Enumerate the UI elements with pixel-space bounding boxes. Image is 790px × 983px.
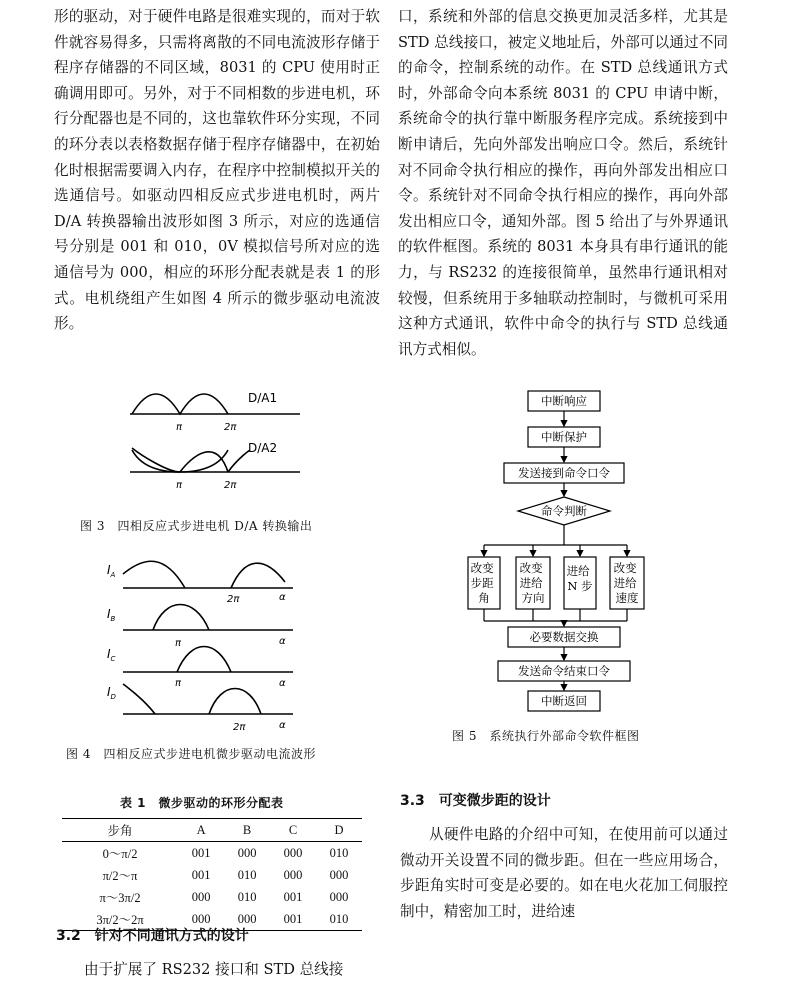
table1-header-row	[62, 819, 362, 842]
table-cell: 010	[316, 908, 362, 931]
right-column	[398, 4, 728, 362]
fig4-sub-b: B	[110, 615, 116, 623]
fig4-2pi-a: 2π	[227, 594, 240, 605]
table1-header: C	[270, 819, 316, 842]
right-paragraph: 口，系统和外部的信息交换更加灵活多样，尤其是 STD 总线接口，被定义地址后，外部可以通过不同的命令，控制系统的动作。在 STD 总线通讯方式时，外部命令向本系统 8031 的 CPU 申请中断，系统命令的执行靠中断服务程序完成。系统接到中断申请后，先向外部发出响应口令。然后，系统针对不同命令执行相应的操作，再向外部发出相应口令。系统针对不同命令执行相应的操作，再向外部发出相应口令，通知外部。图 5 给出了与外界通讯的软件框图。系统的 8031 本身具有串行通讯的能力，与 RS232 的连接很简单，虽然串行通讯相对较慢，但系统用于多轴联动控制时，与微机可采用这种方式通讯，软件中命令的执行与 STD 总线通讯方式相似。	[398, 8, 728, 358]
fig4-label-ia: I	[107, 563, 111, 577]
table-cell: 010	[237, 867, 257, 882]
fig4-sub-c: C	[110, 655, 116, 663]
svg-text:ID	[107, 685, 117, 701]
fig4-sub-d: D	[110, 693, 116, 701]
table1-header: B	[224, 819, 270, 842]
flow-line: 进给	[613, 576, 637, 590]
fig3-label-da1: D/A1	[248, 391, 278, 405]
fig4-pi-b: π	[175, 638, 182, 649]
flow-line: 进给	[566, 564, 590, 578]
flow-label-branch4	[614, 561, 641, 605]
left-bottom-text: 由于扩展了 RS232 接口和 STD 总线接	[84, 961, 344, 978]
flow-line: 改变	[470, 561, 494, 575]
flow-line: 步距	[470, 576, 494, 590]
table-row	[62, 864, 362, 886]
table1-title: 表 1 微步驱动的环形分配表	[120, 796, 284, 810]
flow-label-branch3	[567, 564, 594, 593]
right-bottom-text: 从硬件电路的介绍中可知，在使用前可以通过微动开关设置不同的微步距。但在一些应用场合，步距角实时可变是必要的。如在电火花加工伺服控制中，精密加工时，进给速	[400, 826, 728, 920]
svg-text:IC	[107, 647, 116, 663]
section-3-2-title: 3.2 针对不同通讯方式的设计	[56, 928, 249, 944]
table-cell: 001	[270, 908, 316, 931]
table-1	[62, 818, 362, 931]
fig3-caption: 图 3 四相反应式步进电机 D/A 转换输出	[80, 519, 313, 533]
table1-header: D	[316, 819, 362, 842]
table1-header: A	[178, 819, 224, 842]
fig4-2pi-d: 2π	[233, 722, 246, 732]
figure-3	[120, 380, 340, 500]
flow-label-send-receive-cmd: 发送接到命令口令	[518, 466, 610, 480]
table-cell: 000	[237, 845, 257, 860]
fig3-label-da2: D/A2	[248, 441, 278, 455]
flow-line: N 步	[567, 579, 593, 593]
fig3-pi-top: π	[176, 422, 183, 433]
fig5-caption: 图 5 系统执行外部命令软件框图	[452, 729, 640, 743]
svg-text:IA	[107, 563, 116, 579]
section-3-3-title: 3.3 可变微步距的设计	[400, 793, 551, 809]
table-cell: 000	[178, 908, 224, 931]
figure-4	[105, 552, 355, 732]
table-cell: 3π/2～2π	[62, 908, 178, 931]
flow-line: 改变	[613, 561, 637, 575]
table-cell: 001	[283, 889, 303, 904]
table-cell: π～3π/2	[99, 891, 141, 905]
flow-label-interrupt-protect: 中断保护	[541, 430, 587, 444]
flow-line: 角	[478, 591, 490, 605]
flow-line: 速度	[615, 591, 639, 605]
table-cell: 000	[329, 889, 349, 904]
flow-label-decision: 命令判断	[541, 504, 587, 518]
fig3-2pi-top: 2π	[224, 422, 237, 433]
fig4-alpha-d: α	[279, 720, 286, 731]
table-cell: 000	[224, 908, 270, 931]
table-cell: 010	[237, 889, 257, 904]
table-cell: 000	[283, 845, 303, 860]
fig4-caption: 图 4 四相反应式步进电机微步驱动电流波形	[66, 747, 316, 761]
left-column	[54, 4, 380, 337]
flow-line: 改变	[519, 561, 543, 575]
table1-header: 步角	[62, 819, 178, 842]
table-cell: 001	[191, 867, 211, 882]
fig3-2pi-bottom: 2π	[224, 480, 237, 491]
flow-label-interrupt-response: 中断响应	[541, 394, 587, 408]
fig4-label-ic: I	[107, 647, 111, 661]
table-cell: 000	[191, 889, 211, 904]
svg-text:IB	[107, 607, 116, 623]
table-cell: 001	[191, 845, 211, 860]
fig4-label-id: I	[107, 685, 111, 699]
flow-label-send-end-cmd: 发送命令结束口令	[518, 664, 610, 678]
flow-line: 进给	[519, 576, 543, 590]
table-cell: 010	[329, 845, 349, 860]
table-cell: π/2～π	[102, 869, 138, 883]
fig4-alpha-a: α	[279, 592, 286, 603]
fig4-alpha-c: α	[279, 678, 286, 689]
table-cell: 000	[329, 867, 349, 882]
fig4-sub-a: A	[110, 571, 116, 579]
table-cell: 0～π/2	[102, 847, 138, 861]
fig3-pi-bottom: π	[176, 480, 183, 491]
table-cell: 000	[283, 867, 303, 882]
table-row	[62, 842, 362, 865]
figure-5	[460, 385, 670, 715]
flow-line: 方向	[521, 591, 545, 605]
table-row	[62, 886, 362, 908]
left-paragraph: 形的驱动，对于硬件电路是很难实现的，而对于软件就容易得多，只需将离散的不同电流波形存储于程序存储器的不同区域，8031 的 CPU 使用时正确调用即可。另外，对于不同相数的步进电机，环行分配器也是不同的，这也靠软件环分实现，不同的环分表以表格数据存储于程序存储器中，在初始化时根据需要调入内存，在程序中控制模拟开关的选通信号。如驱动四相反应式步进电机时，两片 D/A 转换器输出波形如图 3 所示，对应的选通信号分别是 001 和 010，0V 模拟信号所对应的选通信号为 000，相应的环形分配表就是表 1 的形式。电机绕组产生如图 4 所示的微步驱动电流波形。	[54, 8, 380, 333]
flow-label-data-exchange: 必要数据交换	[529, 630, 599, 644]
fig4-label-ib: I	[107, 607, 111, 621]
flow-label-interrupt-return: 中断返回	[541, 694, 587, 708]
flow-label-branch2	[520, 561, 547, 605]
fig4-pi-c: π	[175, 678, 182, 689]
fig4-alpha-b: α	[279, 636, 286, 647]
